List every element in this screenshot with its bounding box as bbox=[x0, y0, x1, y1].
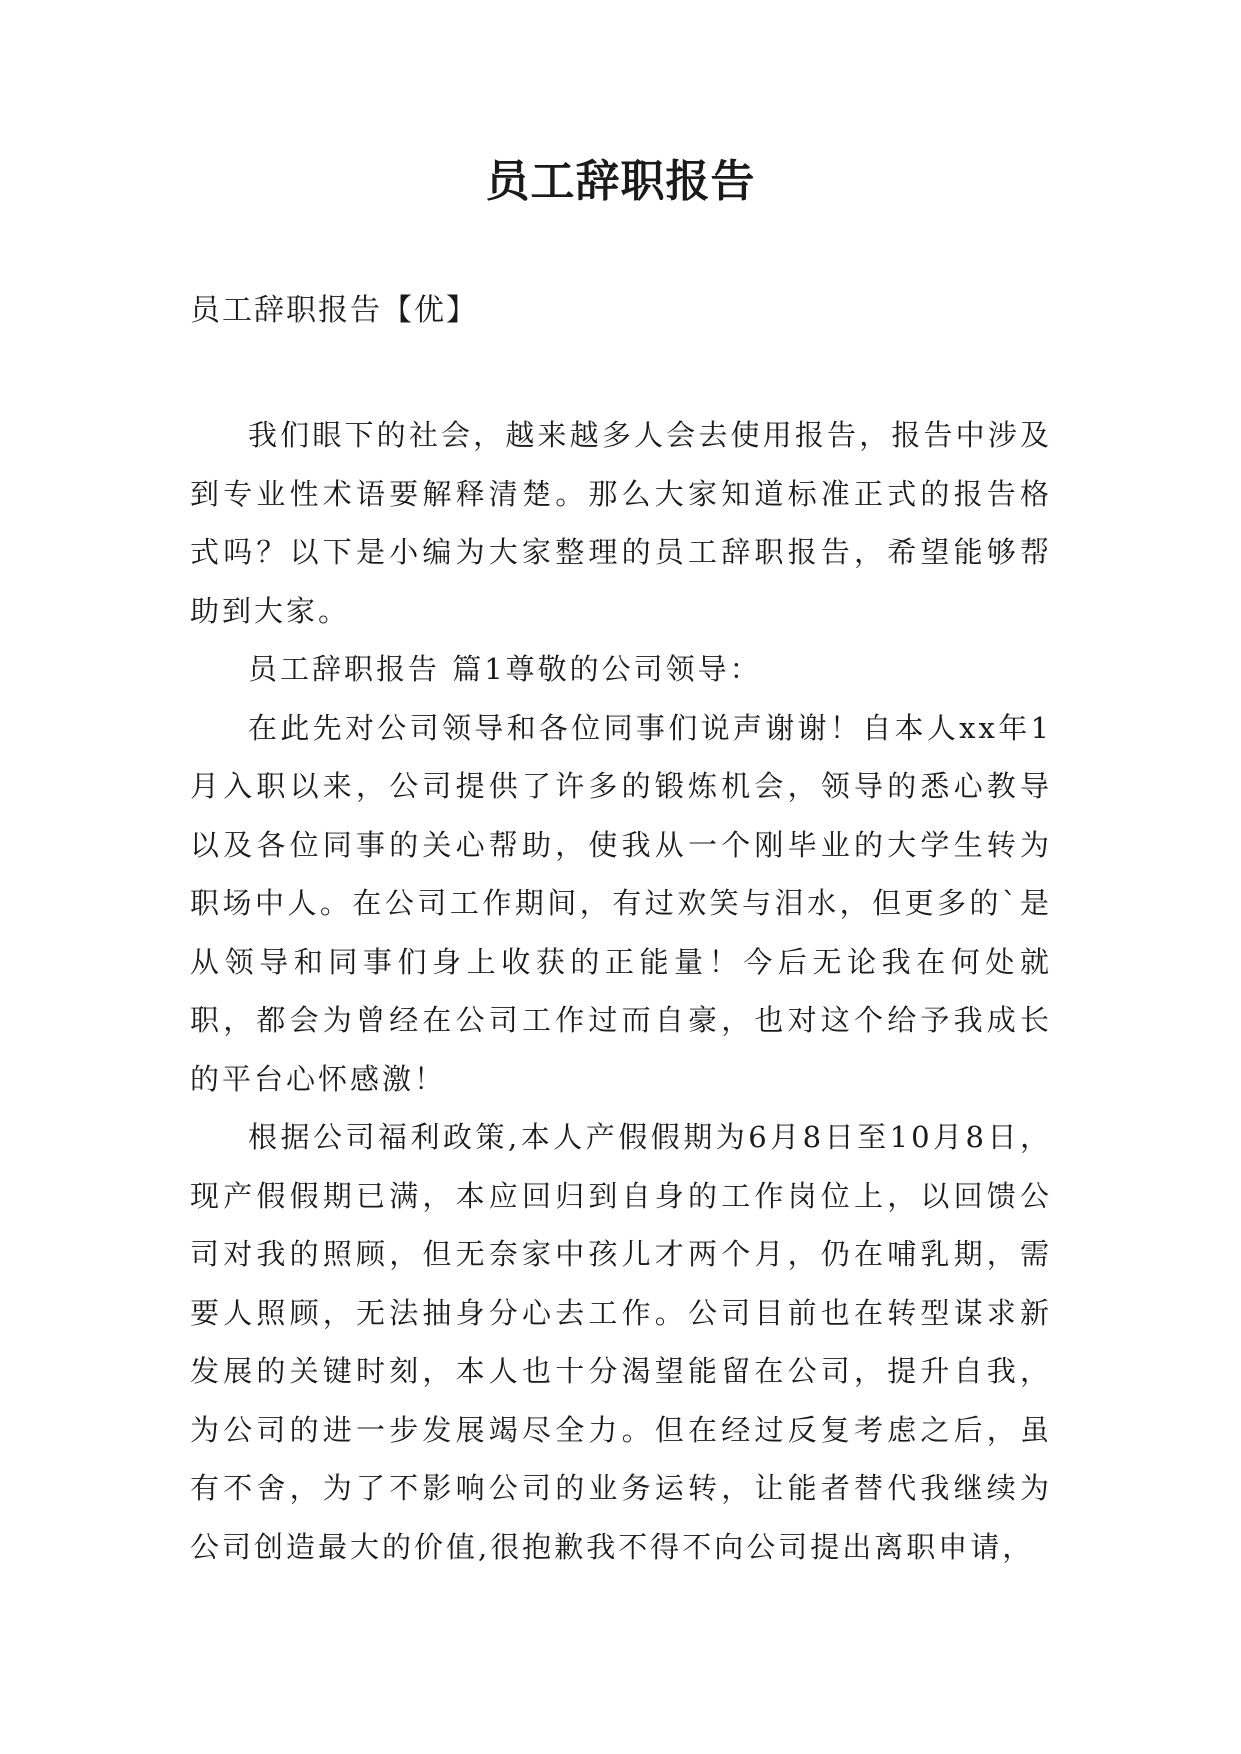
document-title: 员工辞职报告 bbox=[485, 156, 756, 207]
paragraph-reason: 根据公司福利政策,本人产假假期为6月8日至10月8日，现产假假期已满，本应回归到自身的工作岗位上，以回馈公司对我的照顾，但无奈家中孩儿才两个月，仍在哺乳期，需要人照顾，无法抽身分心去工作。公司目前也在转型谋求新发展的关键时刻，本人也十分渴望能留在公司，提升自我，为公司的进一步发展竭尽全力。但在经过反复考虑之后，虽有不舍，为了不影响公司的业务运转，让能者替代我继续为公司创造最大的价值,很抱歉我不得不向公司提出离职申请， bbox=[190, 1120, 1052, 1564]
paragraph-salutation: 员工辞职报告 篇1尊敬的公司领导： bbox=[248, 652, 762, 686]
paragraph-thanks: 在此先对公司领导和各位同事们说声谢谢！自本人xx年1月入职以来，公司提供了许多的锻炼机会，领导的悉心教导以及各位同事的关心帮助，使我从一个刚毕业的大学生转为职场中人。在公司工作期间，有过欢笑与泪水，但更多的`是从领导和同事们身上收获的正能量！今后无论我在何处就职，都会为曾经在公司工作过而自豪，也对这个给予我成长的平台心怀感激！ bbox=[190, 710, 1052, 1096]
document-body bbox=[190, 406, 1052, 1576]
document-subtitle: 员工辞职报告【优】 bbox=[190, 293, 478, 328]
paragraph-intro: 我们眼下的社会，越来越多人会去使用报告，报告中涉及到专业性术语要解释清楚。那么大家知道标准正式的报告格式吗？以下是小编为大家整理的员工辞职报告，希望能够帮助到大家。 bbox=[190, 418, 1052, 628]
